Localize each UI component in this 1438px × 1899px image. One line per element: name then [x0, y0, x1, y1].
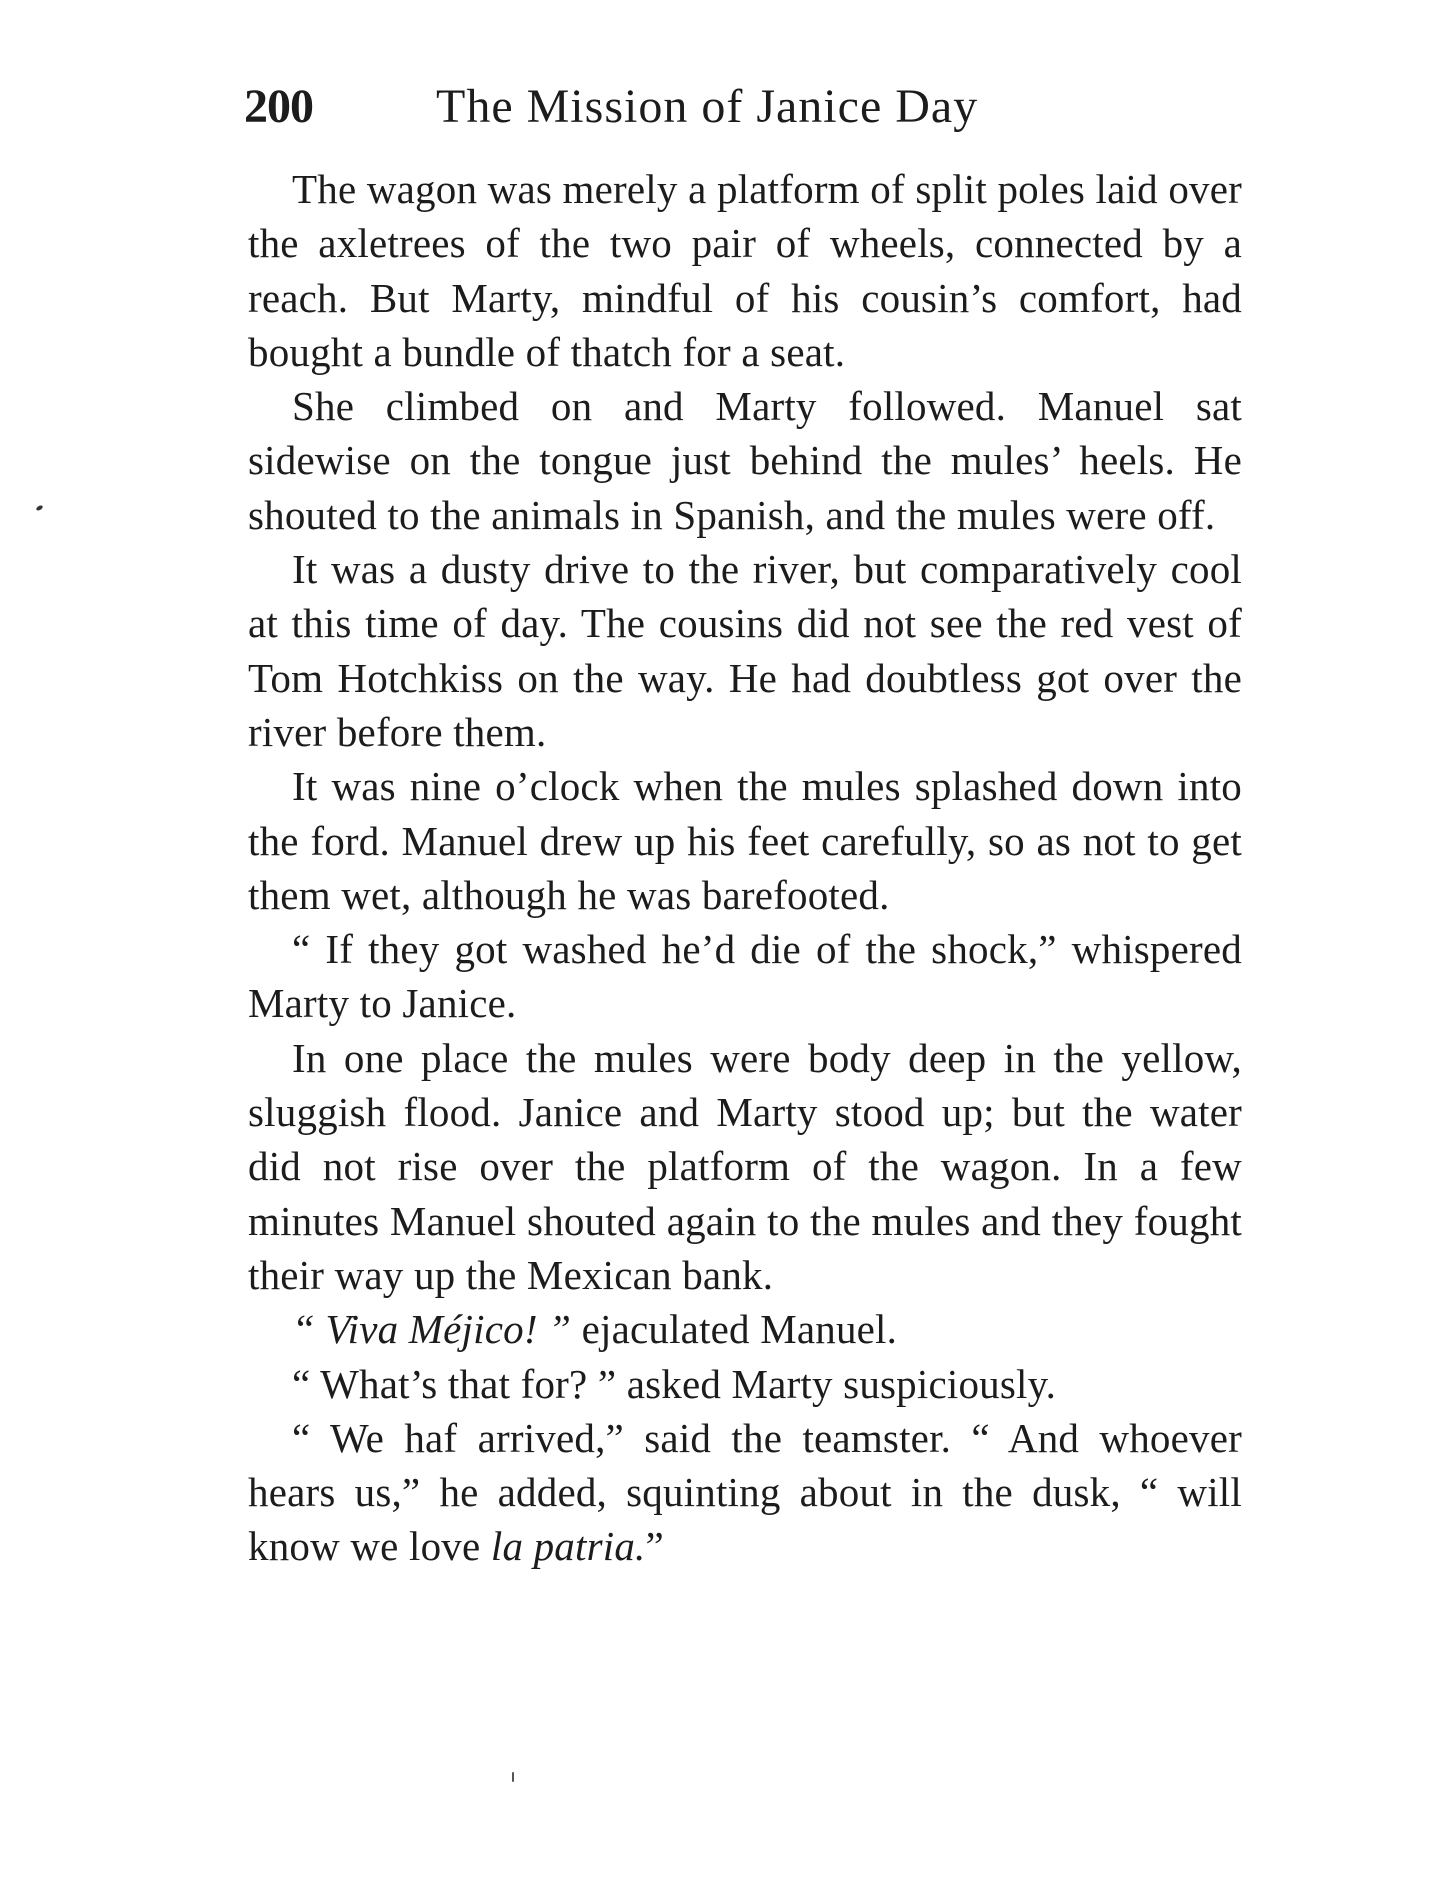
page-header — [244, 72, 1054, 142]
text-segment: It was nine o’clock when the mules splashed down into the ford. Manuel drew up his feet carefully, so as not to get them wet, although he was barefooted. — [248, 763, 1242, 918]
paragraph — [248, 922, 1242, 1031]
paragraph — [248, 379, 1242, 542]
text-segment: It was a dusty drive to the river, but comparatively cool at this time of day. The cousins did not see the red vest of Tom Hotchkiss on the way. He had doubtless got over the river before them. — [248, 546, 1242, 755]
text-segment: “ We haf arrived,” said the teamster. “ And whoever hears us,” he added, squinting about in the dusk, “ will know we love — [248, 1414, 1242, 1570]
paragraph — [248, 1302, 1242, 1356]
text-segment: The wagon was merely a platform of split poles laid over the axletrees of the two pair of wheels, connected by a reach. But Marty, mindful of his cousin’s comfort, had bought a bundle of thatch for a seat. — [248, 166, 1242, 375]
paragraph — [248, 1031, 1242, 1302]
bottom-speck-icon — [512, 1772, 514, 1782]
paragraph — [248, 1357, 1242, 1411]
body-text — [248, 162, 1242, 1574]
paragraph — [248, 542, 1242, 759]
margin-speck-icon — [35, 505, 43, 512]
paragraph — [248, 759, 1242, 922]
text-segment: She climbed on and Marty followed. Manuel sat sidewise on the tongue just behind the mules’ heels. He shouted to the animals in Spanish, and the mules were off. — [248, 383, 1242, 538]
paragraph — [248, 1411, 1242, 1574]
page-number: 200 — [244, 80, 313, 133]
running-title: The Mission of Janice Day — [436, 80, 979, 133]
paragraph — [248, 162, 1242, 379]
text-segment: In one place the mules were body deep in the yellow, sluggish flood. Janice and Marty stood up; but the water did not rise over the platform of the wagon. In a few minutes Manuel shouted again to the mules and they fought their way up the Mexican bank. — [248, 1034, 1242, 1298]
text-segment: “ What’s that for? ” asked Marty suspiciously. — [292, 1360, 1057, 1407]
italic-phrase: la patria. — [490, 1523, 646, 1570]
text-segment: ejaculated Manuel. — [571, 1306, 898, 1353]
text-segment: ” — [645, 1523, 664, 1570]
text-segment: “ If they got washed he’d die of the shock,” whispered Marty to Janice. — [248, 926, 1242, 1027]
italic-exclamation: “ Viva Méjico! ” — [292, 1306, 572, 1353]
